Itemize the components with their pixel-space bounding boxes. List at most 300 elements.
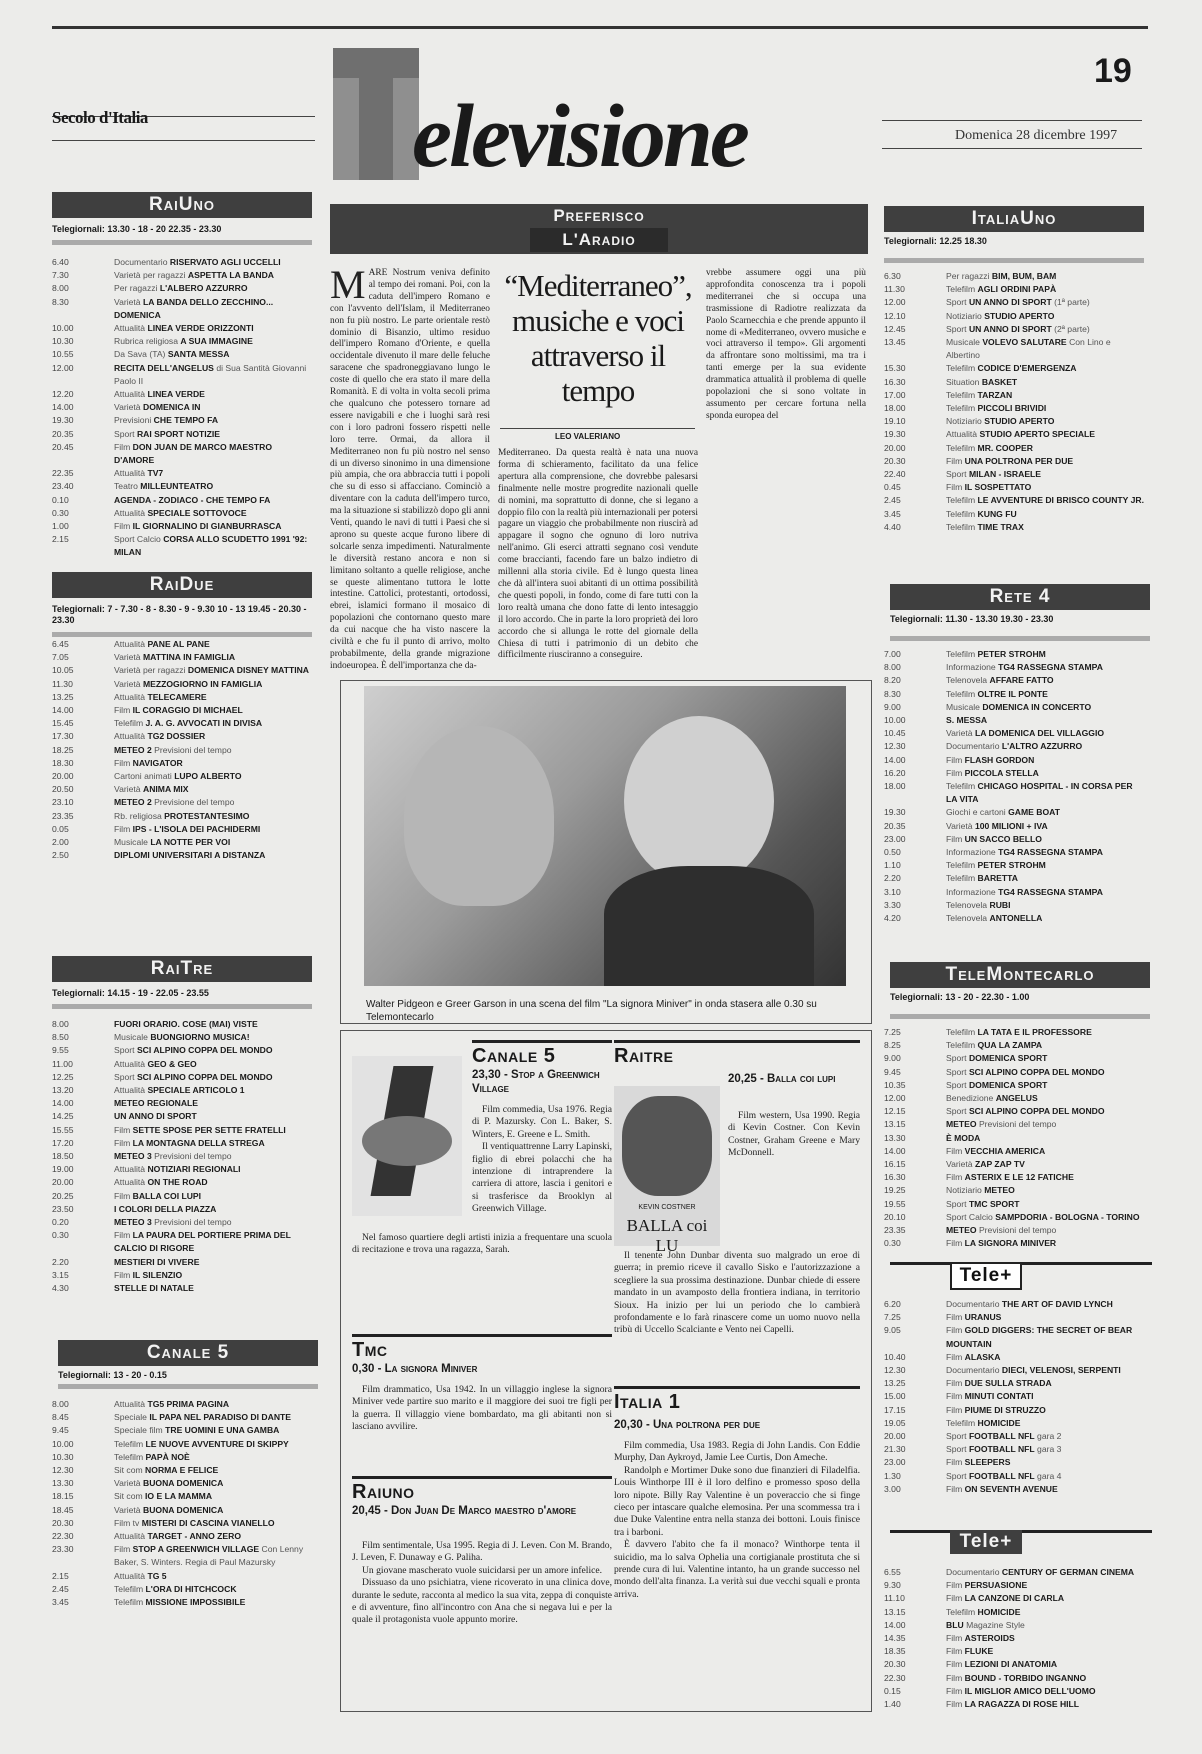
schedule-entry	[114, 1150, 314, 1163]
schedule-program: BUONA DOMENICA	[142, 1478, 224, 1489]
schedule-program: LA BANDA DELLO ZECCHINO... DOMENICA	[114, 296, 274, 320]
schedule-program: CHICAGO HOSPITAL - IN CORSA PER LA VITA	[946, 781, 1133, 805]
schedule-entry	[114, 401, 314, 414]
schedule-entry	[114, 849, 314, 862]
schedule-row	[884, 727, 1146, 740]
schedule-program: DOMENICA IN	[142, 402, 201, 413]
schedule-program: OLTRE IL PONTE	[977, 688, 1048, 699]
schedule-time: 19.30	[884, 807, 906, 818]
schedule-entry	[114, 507, 314, 520]
schedule-time: 12.25	[52, 1071, 74, 1082]
schedule-row	[52, 1424, 320, 1437]
schedule-category: Documentario	[946, 1567, 1000, 1577]
schedule-category: Attualità	[114, 1085, 146, 1096]
schedule-program: METEO	[984, 1185, 1015, 1196]
schedule-category: Telenovela	[946, 913, 988, 924]
schedule-time: 11.30	[884, 284, 905, 295]
tg-times-telemontecarlo: Telegiornali: 13 - 20 - 22.30 - 1.00	[890, 992, 1030, 1002]
schedule-time: 23.50	[52, 1203, 74, 1214]
channel-header-raitre: RaiTre	[52, 956, 312, 982]
schedule-entry	[114, 717, 314, 730]
schedule-row	[52, 1477, 320, 1490]
schedule-program: PERSUASIONE	[964, 1580, 1028, 1591]
schedule-row	[52, 1097, 314, 1110]
review-channel-canale5: Canale 5	[472, 1040, 612, 1068]
schedule-program: METEO 2	[114, 797, 152, 808]
schedule-category: Telefilm	[946, 1040, 976, 1051]
schedule-row	[884, 1404, 1146, 1417]
schedule-time: 0.05	[52, 823, 69, 834]
schedule-program: SLEEPERS	[964, 1457, 1011, 1468]
schedule-entry	[946, 714, 1146, 727]
schedule-row	[52, 322, 314, 335]
schedule-entry	[114, 796, 314, 809]
schedule-row	[884, 402, 1146, 415]
feature-column-3: vrebbe assumere oggi una più approfondita conoscenza tra i popoli mediterranei che si occupa una trasmissione di Radiotre realizzata da Paolo Scarnecchia e che prende appunto il nome di «Mediterraneo, ovvero musiche e voci attraverso il tempo». Gli argomenti da affrontare sono moltissimi, ma tra i tanti emerge per la sua evidente drammatica attualità il problema di quelle popolazioni che si sono voltate in assumento per cercare fortuna nella sponda europea del	[706, 268, 866, 421]
schedule-program: HOMICIDE	[977, 1417, 1021, 1428]
schedule-entry	[114, 1282, 314, 1295]
schedule-category: Attualità	[114, 1399, 146, 1409]
schedule-category: Film	[946, 1646, 963, 1657]
schedule-entry	[114, 494, 314, 507]
schedule-entry	[946, 767, 1146, 780]
schedule-extra: Previsioni del tempo	[154, 1151, 232, 1162]
schedule-category: Documentario	[946, 1299, 1000, 1309]
schedule-time: 9.30	[884, 1580, 901, 1591]
schedule-time: 14.00	[884, 1145, 906, 1156]
schedule-time: 0.10	[52, 494, 69, 505]
photo-caption: Walter Pidgeon e Greer Garson in una scena del film "La signora Miniver" in onda stasera alle 0.30 su Telemontecarlo	[366, 999, 817, 1023]
schedule-row	[884, 1390, 1146, 1403]
schedule-category: Film	[946, 1685, 963, 1696]
review-raiuno-body: Film sentimentale, Usa 1995. Regia di J. Leven. Con M. Brando, J. Leven, F. Dunaway e G. Paliha. Un giovane mascherato vuole suicidarsi per un amore infelice. Dissuaso da uno psichiatra, viene ricoverato in una clinica dove, durante le sedute, racconta al medico la sua vita, zeppa di conquiste e di avventure, fino all'incontro con Ana che si negava lui e per la quale il protagonista vuole appunto morire.	[352, 1540, 612, 1626]
schedule-program: STUDIO APERTO	[984, 310, 1055, 321]
schedule-row	[52, 388, 314, 401]
schedule-entry	[114, 1110, 314, 1123]
schedule-time: 6.45	[52, 639, 69, 649]
schedule-entry	[946, 521, 1146, 534]
schedule-program: DUE SULLA STRADA	[964, 1378, 1052, 1389]
schedule-time: 19.30	[52, 415, 74, 426]
schedule-time: 8.50	[52, 1032, 69, 1043]
schedule-time: 2.20	[884, 873, 901, 884]
schedule-time: 18.00	[884, 781, 906, 792]
schedule-program: ASTEROIDS	[964, 1633, 1015, 1644]
schedule-time: 20.30	[52, 1517, 74, 1528]
schedule-row	[884, 1171, 1146, 1184]
schedule-category: Musicale	[946, 701, 980, 712]
schedule-entry	[946, 1483, 1146, 1496]
schedule-time: 0.30	[884, 1238, 901, 1249]
schedule-program: RAI SPORT NOTIZIE	[136, 428, 221, 439]
schedule-category: Film	[946, 767, 963, 778]
schedule-time: 2.45	[884, 495, 901, 506]
schedule-program: METEO 3	[114, 1217, 152, 1228]
schedule-row	[52, 730, 314, 743]
schedule-entry	[114, 428, 314, 441]
schedule-telemontecarlo	[884, 1026, 1146, 1250]
schedule-category: Telefilm	[946, 781, 976, 792]
schedule-entry	[946, 1298, 1146, 1311]
schedule-category: Film	[946, 1699, 963, 1710]
schedule-program: SCI ALPINO COPPA DEL MONDO	[968, 1106, 1105, 1117]
page-title: elevisione	[412, 87, 747, 186]
schedule-category: Film	[114, 1230, 131, 1241]
schedule-time: 18.15	[52, 1491, 74, 1502]
schedule-row	[884, 1606, 1146, 1619]
schedule-extra: (2ª parte)	[1054, 323, 1090, 334]
schedule-category: Telenovela	[946, 899, 988, 910]
schedule-time: 11.00	[52, 1058, 73, 1069]
schedule-time: 13.15	[884, 1606, 906, 1617]
schedule-program: FOOTBALL NFL	[968, 1444, 1035, 1455]
schedule-program: AGLI ORDINI PAPÀ	[977, 284, 1057, 295]
schedule-program: TG4 RASSEGNA STAMPA	[998, 886, 1103, 897]
schedule-entry	[946, 442, 1146, 455]
schedule-program: UN ANNO DI SPORT	[968, 323, 1052, 334]
schedule-entry	[946, 1324, 1146, 1350]
tg-times-raitre: Telegiornali: 14.15 - 19 - 22.05 - 23.55	[52, 988, 209, 998]
schedule-time: 19.30	[884, 429, 906, 440]
schedule-time: 8.45	[52, 1412, 69, 1423]
schedule-program: MR. COOPER	[977, 442, 1033, 453]
schedule-category: Telenovela	[946, 675, 988, 686]
schedule-row	[884, 1092, 1146, 1105]
schedule-category: Sport	[946, 1198, 967, 1209]
schedule-entry	[946, 508, 1146, 521]
schedule-program: LA CANZONE DI CARLA	[964, 1593, 1065, 1604]
schedule-program: MILLEUNTEATRO	[140, 481, 214, 492]
schedule-row	[884, 1483, 1146, 1496]
schedule-program: L'ALTRO AZZURRO	[1001, 741, 1083, 752]
schedule-row	[884, 1470, 1146, 1483]
schedule-program: L'ORA DI HITCHCOCK	[145, 1583, 237, 1594]
schedule-program: IPS - L'ISOLA DEI PACHIDERMI	[132, 823, 261, 834]
schedule-row	[884, 1456, 1146, 1469]
schedule-row	[52, 1282, 314, 1295]
schedule-program: IL GIORNALINO DI GIANBURRASCA	[132, 521, 282, 532]
schedule-entry	[946, 362, 1146, 375]
schedule-row	[884, 806, 1146, 819]
schedule-program: NOTIZIARI REGIONALI	[147, 1164, 241, 1175]
schedule-category: Varietà	[114, 296, 141, 307]
schedule-entry	[114, 1269, 314, 1282]
schedule-time: 2.45	[52, 1583, 69, 1594]
schedule-row	[52, 1438, 320, 1451]
schedule-program: TIME TRAX	[977, 521, 1024, 532]
schedule-row	[52, 638, 314, 651]
schedule-row	[884, 1351, 1146, 1364]
schedule-category: Film	[946, 482, 963, 493]
schedule-category: Film	[946, 1238, 963, 1249]
schedule-entry	[946, 1685, 1146, 1698]
schedule-program: ANGELUS	[995, 1093, 1038, 1104]
schedule-extra: di Sua Santità Giovanni Paolo II	[114, 362, 307, 386]
schedule-category: Varietà	[946, 728, 973, 739]
schedule-row	[52, 428, 314, 441]
schedule-time: 12.10	[884, 310, 906, 321]
schedule-entry	[114, 1411, 320, 1424]
channel-header-raiuno: RaiUno	[52, 192, 312, 218]
schedule-program: 100 MILIONI + IVA	[974, 820, 1048, 831]
schedule-program: DOMENICA IN CONCERTO	[982, 701, 1092, 712]
schedule-program: LEZIONI DI ANATOMIA	[964, 1659, 1058, 1670]
schedule-row	[884, 1672, 1146, 1685]
schedule-category: Film	[946, 1659, 963, 1670]
schedule-category: Attualità	[114, 1177, 146, 1188]
schedule-entry	[946, 336, 1146, 362]
schedule-row	[52, 1229, 314, 1255]
schedule-program: NORMA E FELICE	[145, 1465, 219, 1476]
schedule-row	[884, 1198, 1146, 1211]
channel-header-italiauno: ItaliaUno	[884, 206, 1144, 232]
schedule-entry	[946, 1066, 1146, 1079]
schedule-time: 7.25	[884, 1027, 901, 1037]
schedule-entry	[114, 322, 314, 335]
schedule-row	[884, 270, 1146, 283]
schedule-entry	[114, 757, 314, 770]
schedule-entry	[114, 1071, 314, 1084]
schedule-entry	[946, 1645, 1146, 1658]
schedule-time: 19.10	[884, 416, 906, 427]
schedule-program: SCI ALPINO COPPA DEL MONDO	[136, 1071, 273, 1082]
schedule-row	[884, 1066, 1146, 1079]
schedule-teleplus-2	[884, 1566, 1146, 1711]
schedule-time: 13.30	[884, 1132, 906, 1143]
schedule-time: 14.00	[52, 402, 74, 413]
schedule-time: 12.20	[52, 389, 74, 400]
schedule-program: SCI ALPINO COPPA DEL MONDO	[136, 1045, 273, 1056]
schedule-program: PANE AL PANE	[147, 639, 210, 649]
schedule-row	[884, 1685, 1146, 1698]
page-number: 19	[1094, 52, 1132, 90]
schedule-entry	[946, 1351, 1146, 1364]
schedule-category: Sport	[946, 1053, 967, 1064]
schedule-program: BUONGIORNO MUSICA!	[150, 1032, 250, 1043]
schedule-row	[52, 1018, 314, 1031]
schedule-program: BLU	[946, 1619, 964, 1630]
schedule-time: 7.05	[52, 652, 69, 663]
schedule-entry	[114, 704, 314, 717]
canale5-illustration	[352, 1056, 462, 1216]
schedule-category: Telefilm	[946, 363, 976, 374]
schedule-row	[884, 859, 1146, 872]
schedule-time: 11.30	[52, 678, 73, 689]
schedule-category: Telefilm	[946, 1027, 976, 1037]
schedule-time: 10.05	[52, 665, 74, 676]
schedule-time: 6.55	[884, 1567, 901, 1577]
tg-times-rete4: Telegiornali: 11.30 - 13.30 19.30 - 23.30	[890, 614, 1054, 624]
schedule-time: 17.20	[52, 1137, 74, 1148]
issue-date: Domenica 28 dicembre 1997	[955, 128, 1118, 143]
schedule-entry	[114, 691, 314, 704]
schedule-time: 10.30	[52, 336, 74, 347]
schedule-time: 18.25	[52, 744, 74, 755]
schedule-time: 8.20	[884, 675, 901, 686]
schedule-category: Sport	[114, 1045, 135, 1056]
schedule-program: LA PAURA DEL PORTIERE PRIMA DEL CALCIO DI RIGORE	[114, 1230, 291, 1254]
schedule-extra: Con Lino e Albertino	[946, 337, 1111, 361]
schedule-program: PIUME DI STRUZZO	[964, 1404, 1046, 1415]
schedule-entry	[946, 1377, 1146, 1390]
schedule-category: Telefilm	[114, 718, 144, 729]
schedule-entry	[114, 1097, 314, 1110]
schedule-program: ANIMA MIX	[142, 784, 189, 795]
schedule-entry	[946, 1198, 1146, 1211]
schedule-row	[884, 362, 1146, 375]
schedule-time: 4.20	[884, 913, 901, 924]
schedule-entry	[946, 1632, 1146, 1645]
schedule-entry	[946, 1417, 1146, 1430]
schedule-category: Film	[946, 1580, 963, 1591]
schedule-program: PROTESTANTESIMO	[164, 810, 250, 821]
schedule-row	[52, 441, 314, 467]
schedule-entry	[946, 402, 1146, 415]
schedule-time: 8.25	[884, 1040, 901, 1051]
feature-kicker	[330, 204, 868, 254]
schedule-row	[884, 754, 1146, 767]
schedule-program: METEO	[946, 1119, 977, 1130]
schedule-entry	[114, 533, 314, 559]
schedule-time: 6.40	[52, 257, 69, 267]
film-still-photo	[364, 686, 846, 986]
schedule-row	[52, 1176, 314, 1189]
schedule-extra: Con Lenny Baker, S. Winters. Regia di Paul Mazursky	[114, 1544, 304, 1568]
schedule-program: È MODA	[946, 1132, 981, 1143]
schedule-time: 20.35	[52, 428, 74, 439]
schedule-entry	[946, 1364, 1146, 1377]
schedule-program: ANTONELLA	[989, 913, 1043, 924]
schedule-program: STUDIO APERTO SPECIALE	[979, 429, 1096, 440]
schedule-category: Film	[114, 1190, 131, 1201]
schedule-time: 12.30	[52, 1465, 74, 1476]
schedule-program: FOOTBALL NFL	[968, 1431, 1035, 1442]
schedule-extra: Previsioni del tempo	[978, 1225, 1057, 1236]
schedule-time: 20.10	[884, 1211, 906, 1222]
schedule-program: L'ALBERO AZZURRO	[159, 283, 248, 294]
schedule-entry	[114, 1504, 320, 1517]
schedule-entry	[114, 1229, 314, 1255]
schedule-program: CHE TEMPO FA	[153, 415, 219, 426]
schedule-program: IL SILENZIO	[132, 1269, 183, 1280]
schedule-time: 10.55	[52, 349, 74, 360]
schedule-time: 22.30	[884, 1672, 906, 1683]
schedule-entry	[946, 1079, 1146, 1092]
schedule-category: Previsioni	[114, 415, 152, 426]
schedule-category: Varietà	[946, 820, 973, 831]
schedule-entry	[946, 455, 1146, 468]
schedule-program: VOLEVO SALUTARE	[982, 337, 1067, 348]
schedule-entry	[946, 1171, 1146, 1184]
schedule-program: ZAP ZAP TV	[974, 1159, 1025, 1170]
schedule-row	[52, 401, 314, 414]
schedule-category: Film	[114, 1544, 131, 1555]
schedule-entry	[114, 1137, 314, 1150]
schedule-program: UN ANNO DI SPORT	[968, 297, 1052, 308]
schedule-program: URANUS	[964, 1312, 1002, 1323]
schedule-rete4	[884, 648, 1146, 925]
channel-header-telemontecarlo: TeleMontecarlo	[890, 962, 1150, 988]
schedule-row	[884, 1132, 1146, 1145]
schedule-entry	[946, 1039, 1146, 1052]
feature-headline: “Mediterraneo”, musiche e voci attraverso il tempo	[504, 268, 692, 408]
schedule-extra: Previsioni del tempo	[154, 744, 232, 755]
review-subhead-raitre: 20,25 - Balla coi lupi	[728, 1073, 836, 1085]
schedule-row	[884, 1698, 1146, 1711]
schedule-time: 12.15	[884, 1106, 906, 1117]
schedule-category: Attualità	[946, 429, 978, 440]
schedule-entry	[114, 1124, 314, 1137]
schedule-time: 16.30	[884, 1172, 906, 1183]
schedule-row	[52, 1124, 314, 1137]
schedule-category: Attualità	[114, 507, 146, 518]
schedule-category: Film	[114, 521, 131, 532]
schedule-entry	[114, 520, 314, 533]
schedule-program: RUBI	[989, 899, 1011, 910]
schedule-program: SAMPDORIA - BOLOGNA - TORINO	[995, 1211, 1140, 1222]
schedule-time: 15.55	[52, 1124, 74, 1135]
schedule-program: IO E LA MAMMA	[145, 1491, 213, 1502]
schedule-row	[52, 533, 314, 559]
schedule-program: LA MONTAGNA DELLA STREGA	[132, 1137, 265, 1148]
schedule-row	[52, 717, 314, 730]
schedule-row	[884, 521, 1146, 534]
schedule-program: LA DOMENICA DEL VILLAGGIO	[974, 728, 1105, 739]
schedule-entry	[946, 1158, 1146, 1171]
schedule-category: Benedizione	[946, 1093, 994, 1104]
schedule-entry	[946, 389, 1146, 402]
schedule-category: Sport	[946, 1431, 967, 1442]
schedule-row	[884, 1579, 1146, 1592]
schedule-category: Film	[946, 455, 963, 466]
schedule-extra: Previsioni del tempo	[978, 1119, 1057, 1130]
schedule-row	[52, 1490, 320, 1503]
schedule-time: 2.50	[52, 850, 69, 861]
schedule-entry	[114, 1018, 314, 1031]
schedule-entry	[114, 744, 314, 757]
schedule-program: ASTERIX E LE 12 FATICHE	[964, 1172, 1074, 1183]
schedule-category: Varietà	[114, 1504, 141, 1515]
schedule-time: 18.00	[884, 403, 906, 414]
schedule-row	[884, 428, 1146, 441]
schedule-category: Film	[946, 1312, 963, 1323]
feature-column-1: MARE Nostrum veniva definito al tempo dei romani. Poi, con la caduta dell'impero Romano e con l'avvento dell'Islam, il Mediterraneo non fu più nostro. Le parte orientale restò dominio di Bisanzio, ultimo residuo dell'impero Romano d'Oriente, e quella occidentale divenuto il mare delle feluche saracene che spadroneggiavano lungo le coste di quello che era stato il mare della Romanità. E di volta in volta secoli prima che qualcuno che potessero tornare ad essere navigabili e che i luoghi sarà resi con i loro padroni fossero rispetti nelle loro terre. Ormai, da allora il Mediterraneo non fu più nostro nel senso di un diverso sinonimo in una dimensione più ampia, che ora abbraccia tutti i popoli che su di esso si affacciano. Cominciò a diventare con la caduta dell'impero turco, ma la situazione si stabilizzò dopo gli anni Venti, quando le navi di tutti i Paesi che si aprono su queste acque furono libere di solcarle senza impedimenti. Naturalmente le diversità restano ancora e non si limitano soltanto a quelle religiose, anche se queste alimentano tuttora le lotte intestine. Cattolici, protestanti, ortodossi, ebrei, islamici formano il mosaico di popolazioni che contornano questo mare da cui nacque che ha visto nascere la civiltà e che fu il punto di arrivo, molto probabilmente, della grande migrazione indoeuropea. È dell'importanza che da-	[330, 268, 490, 671]
schedule-program: METEO 3	[114, 1151, 152, 1162]
tg-times-italiauno: Telegiornali: 12.25 18.30	[884, 236, 987, 246]
schedule-row	[884, 1039, 1146, 1052]
schedule-row	[52, 810, 314, 823]
schedule-category: Film	[114, 1269, 131, 1280]
schedule-entry	[114, 296, 314, 322]
schedule-category: Cartoni animati	[114, 771, 172, 782]
schedule-time: 12.45	[884, 323, 906, 334]
schedule-entry	[114, 480, 314, 493]
schedule-entry	[946, 701, 1146, 714]
schedule-row	[52, 704, 314, 717]
schedule-category: Film	[946, 1391, 963, 1402]
schedule-row	[884, 1026, 1146, 1039]
schedule-program: SETTE SPOSE PER SETTE FRATELLI	[132, 1124, 286, 1135]
schedule-entry	[114, 1256, 314, 1269]
schedule-category: Film	[946, 1145, 963, 1156]
schedule-row	[884, 1566, 1146, 1579]
schedule-program: GOLD DIGGERS: THE SECRET OF BEAR MOUNTAIN	[946, 1325, 1133, 1349]
schedule-entry	[946, 833, 1146, 846]
schedule-row	[52, 507, 314, 520]
schedule-category: Sport	[114, 428, 135, 439]
schedule-time: 22.30	[52, 1531, 74, 1542]
schedule-time: 14.35	[884, 1633, 906, 1644]
